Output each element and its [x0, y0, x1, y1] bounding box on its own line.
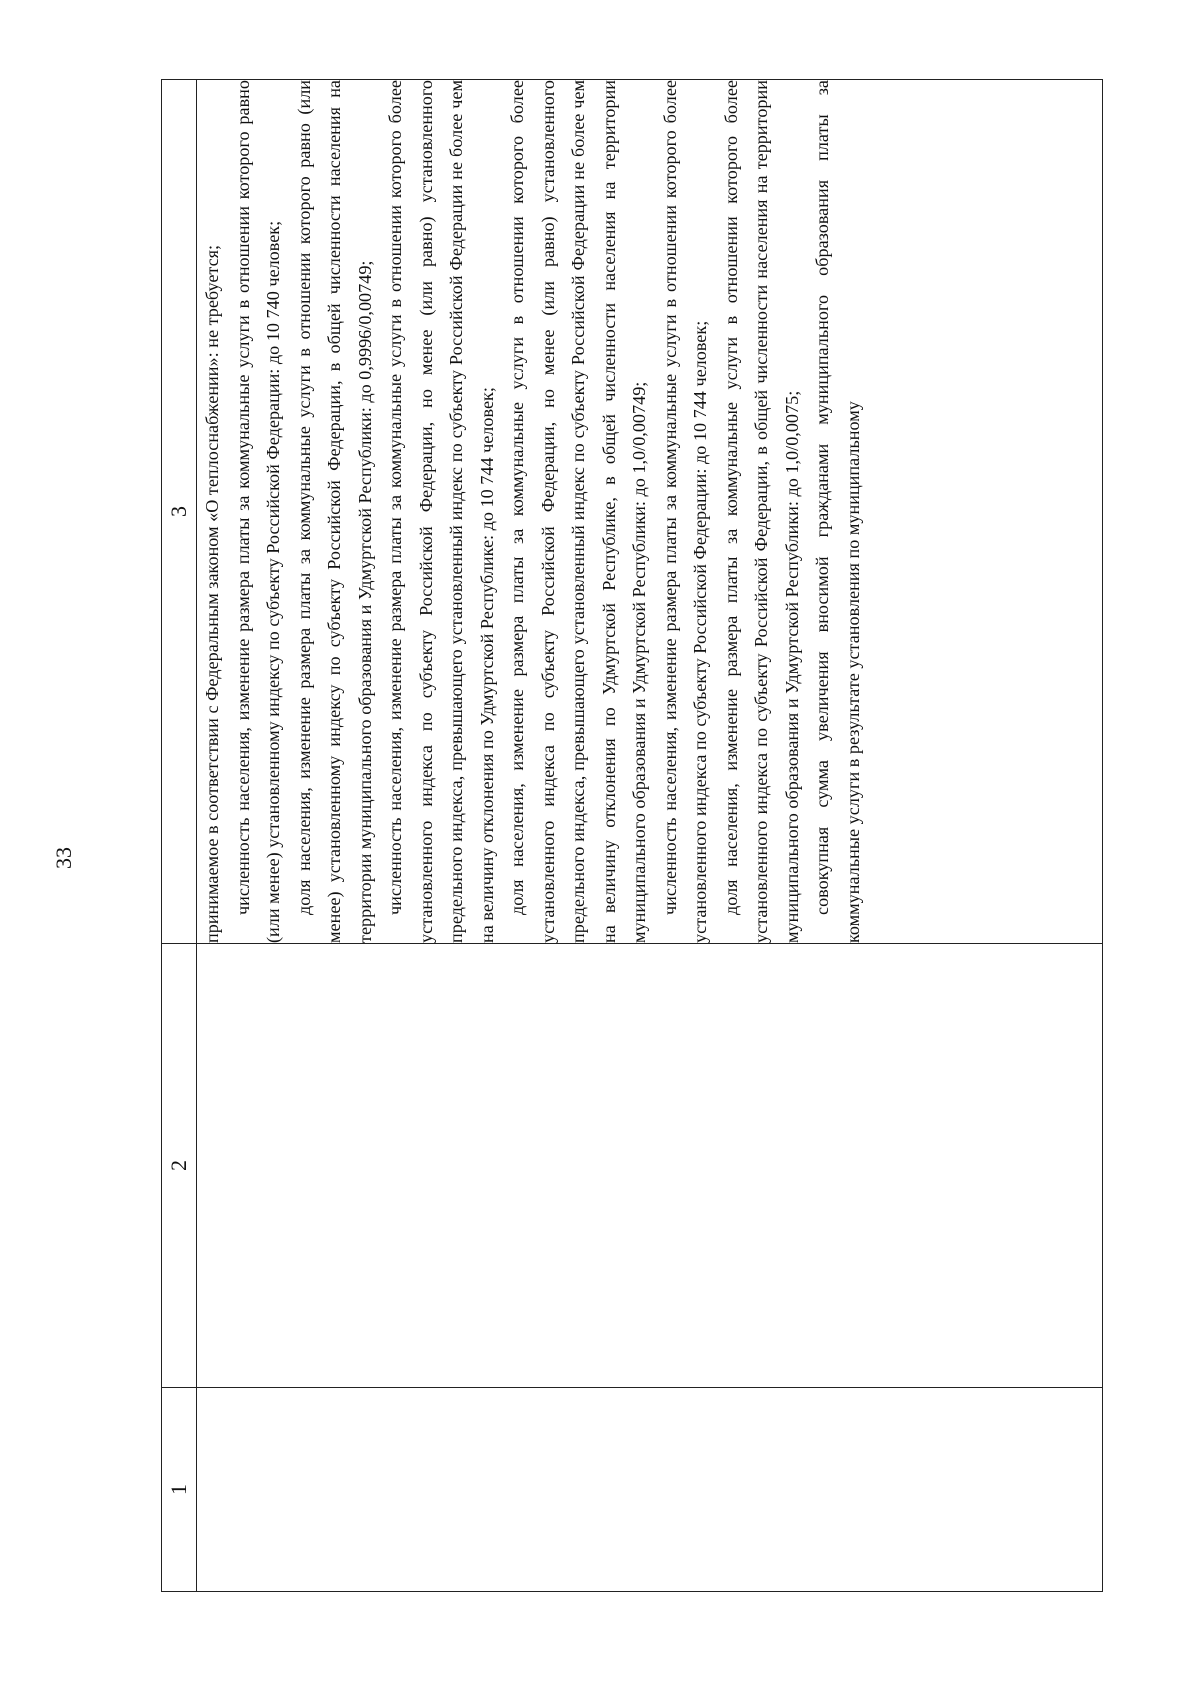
paragraph: доля населения, изменение размера платы за коммунальные услуги в отношении которого равно (или менее) установленному индексу по субъекту Российской Федерации, в общей численности населения на территории муниципального образования и Удмуртской Республики: до 0,9996/0,00749;	[293, 80, 375, 943]
table-row	[197, 80, 1103, 1592]
paragraph: численность населения, изменение размера платы за коммунальные услуги в отношении которого равно (или менее) установленному индексу по субъекту Российской Федерации: до 10 740 человек;	[232, 80, 283, 943]
rotated-table-container	[161, 80, 1103, 1592]
paragraph: принимаемое в соответствии с Федеральным законом «О теплоснабжении»: не требуется;	[202, 244, 222, 943]
table-cell-col2	[197, 944, 1103, 1388]
table-header-row	[162, 80, 197, 1592]
paragraph: численность населения, изменение размера платы за коммунальные услуги в отношении которого более установленного индекса по субъекту Российской Федерации, но менее (или равно) установленного предельного индекса, превышающего установленный индекс по субъекту Российской Федерации не более чем на величину отклонения по Удмуртской Республике: до 10 744 человек;	[385, 80, 497, 943]
data-table	[161, 79, 1103, 1592]
column-header-1: 1	[162, 1388, 197, 1592]
paragraph: доля населения, изменение размера платы за коммунальные услуги в отношении которого более установленного индекса по субъекту Российской Федерации, в общей численности населения на территории муниципального образования и Удмуртской Республики: до 1,0/0,0075;	[720, 80, 802, 943]
table-cell-col1	[197, 1388, 1103, 1592]
paragraph: численность населения, изменение размера платы за коммунальные услуги в отношении которого более установленного индекса по субъекту Российской Федерации: до 10 744 человек;	[659, 80, 710, 943]
column-header-3: 3	[162, 80, 197, 944]
paragraph: совокупная сумма увеличения вносимой гражданами муниципального образования платы за коммунальные услуги в результате установления по муниципальному	[812, 80, 863, 943]
page-number: 33	[51, 847, 76, 869]
column-header-2: 2	[162, 944, 197, 1388]
table-cell-col3	[197, 80, 1103, 944]
paragraph: доля населения, изменение размера платы за коммунальные услуги в отношении которого более установленного индекса по субъекту Российской Федерации, но менее (или равно) установленного предельного индекса, превышающего установленный индекс по субъекту Российской Федерации не более чем на величину отклонения по Удмуртской Республике, в общей численности населения на территории муниципального образования и Удмуртской Республики: до 1,0/0,00749;	[507, 80, 649, 943]
